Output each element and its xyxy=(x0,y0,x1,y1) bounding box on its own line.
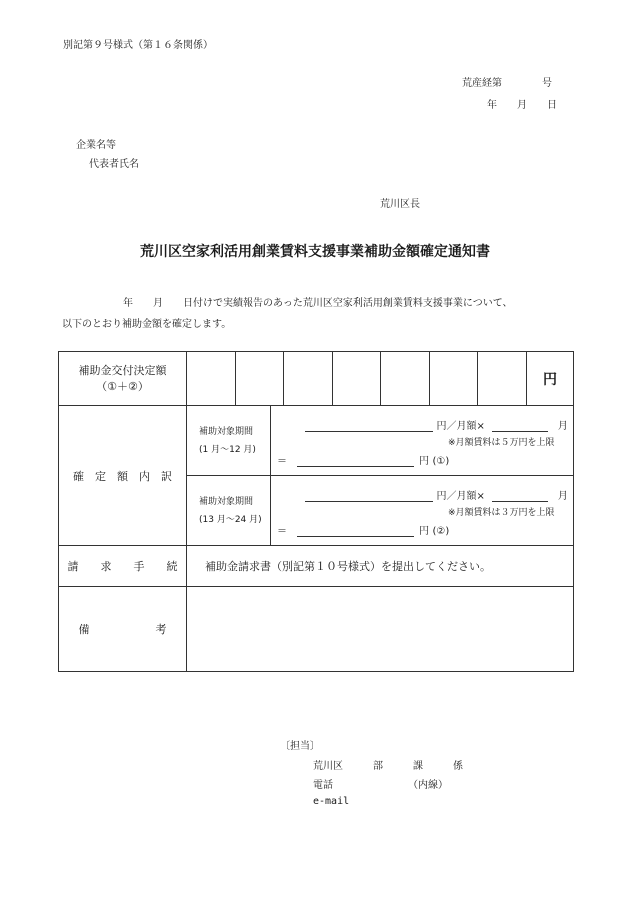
remarks-field[interactable] xyxy=(187,587,574,672)
digit-box[interactable] xyxy=(236,352,284,405)
period-2-label: 補助対象期間 (13 月〜24 月) xyxy=(187,476,271,546)
digit-box[interactable] xyxy=(284,352,333,405)
contact-email: e-mail xyxy=(313,796,350,807)
decision-amount-field[interactable] xyxy=(187,352,574,406)
digit-box[interactable] xyxy=(478,352,527,405)
decision-amount-label: 補助金交付決定額 （①＋②） xyxy=(59,352,187,406)
contact-department: 荒川区 部 課 係 xyxy=(313,761,463,772)
page-title: 荒川区空家利活用創業賃料支援事業補助金額確定通知書 xyxy=(140,244,490,260)
intro-line-2: 以下のとおり補助金額を確定します。 xyxy=(62,319,232,330)
months-field-2[interactable] xyxy=(492,501,548,502)
issue-date: 年 月 日 xyxy=(487,100,557,111)
subtotal-field-1[interactable] xyxy=(297,466,414,467)
form-id: 別記第９号様式（第１６条関係） xyxy=(63,40,213,51)
billing-procedure-label: 請 求 手 続 xyxy=(59,546,187,587)
monthly-rent-field-1[interactable] xyxy=(305,431,433,432)
digit-box[interactable] xyxy=(187,352,236,405)
yen-unit: 円 xyxy=(543,371,557,388)
recipient-company: 企業名等 xyxy=(76,140,116,151)
period-1-label: 補助対象期間 (1 月〜12 月) xyxy=(187,406,271,476)
period-1-calc: 円／月額× 月 ※月額賃料は５万円を上限 ＝ 円 (①) xyxy=(271,406,574,476)
billing-procedure-text: 補助金請求書（別記第１０号様式）を提出してください。 xyxy=(187,546,574,587)
subtotal-field-2[interactable] xyxy=(297,536,414,537)
contact-heading: 〔担当〕 xyxy=(280,741,320,752)
rent-cap-note-2: ※月額賃料は３万円を上限 xyxy=(448,508,555,518)
recipient-representative: 代表者氏名 xyxy=(89,159,139,170)
intro-line-1: 年 月 日付けで実績報告のあった荒川区空家利活用創業賃料支援事業について、 xyxy=(123,298,513,309)
digit-box[interactable] xyxy=(333,352,381,405)
contact-phone: 電話 （内線） xyxy=(313,780,448,791)
document-number: 荒産経第 号 xyxy=(462,78,552,89)
rent-cap-note-1: ※月額賃料は５万円を上限 xyxy=(448,438,555,448)
sender: 荒川区長 xyxy=(380,199,420,210)
digit-box[interactable] xyxy=(381,352,430,405)
confirmation-table xyxy=(58,351,574,672)
breakdown-label: 確 定 額 内 訳 xyxy=(59,406,187,546)
digit-box[interactable] xyxy=(430,352,478,405)
period-2-calc: 円／月額× 月 ※月額賃料は３万円を上限 ＝ 円 (②) xyxy=(271,476,574,546)
months-field-1[interactable] xyxy=(492,431,548,432)
remarks-label: 備 考 xyxy=(59,587,187,672)
monthly-rent-field-2[interactable] xyxy=(305,501,433,502)
